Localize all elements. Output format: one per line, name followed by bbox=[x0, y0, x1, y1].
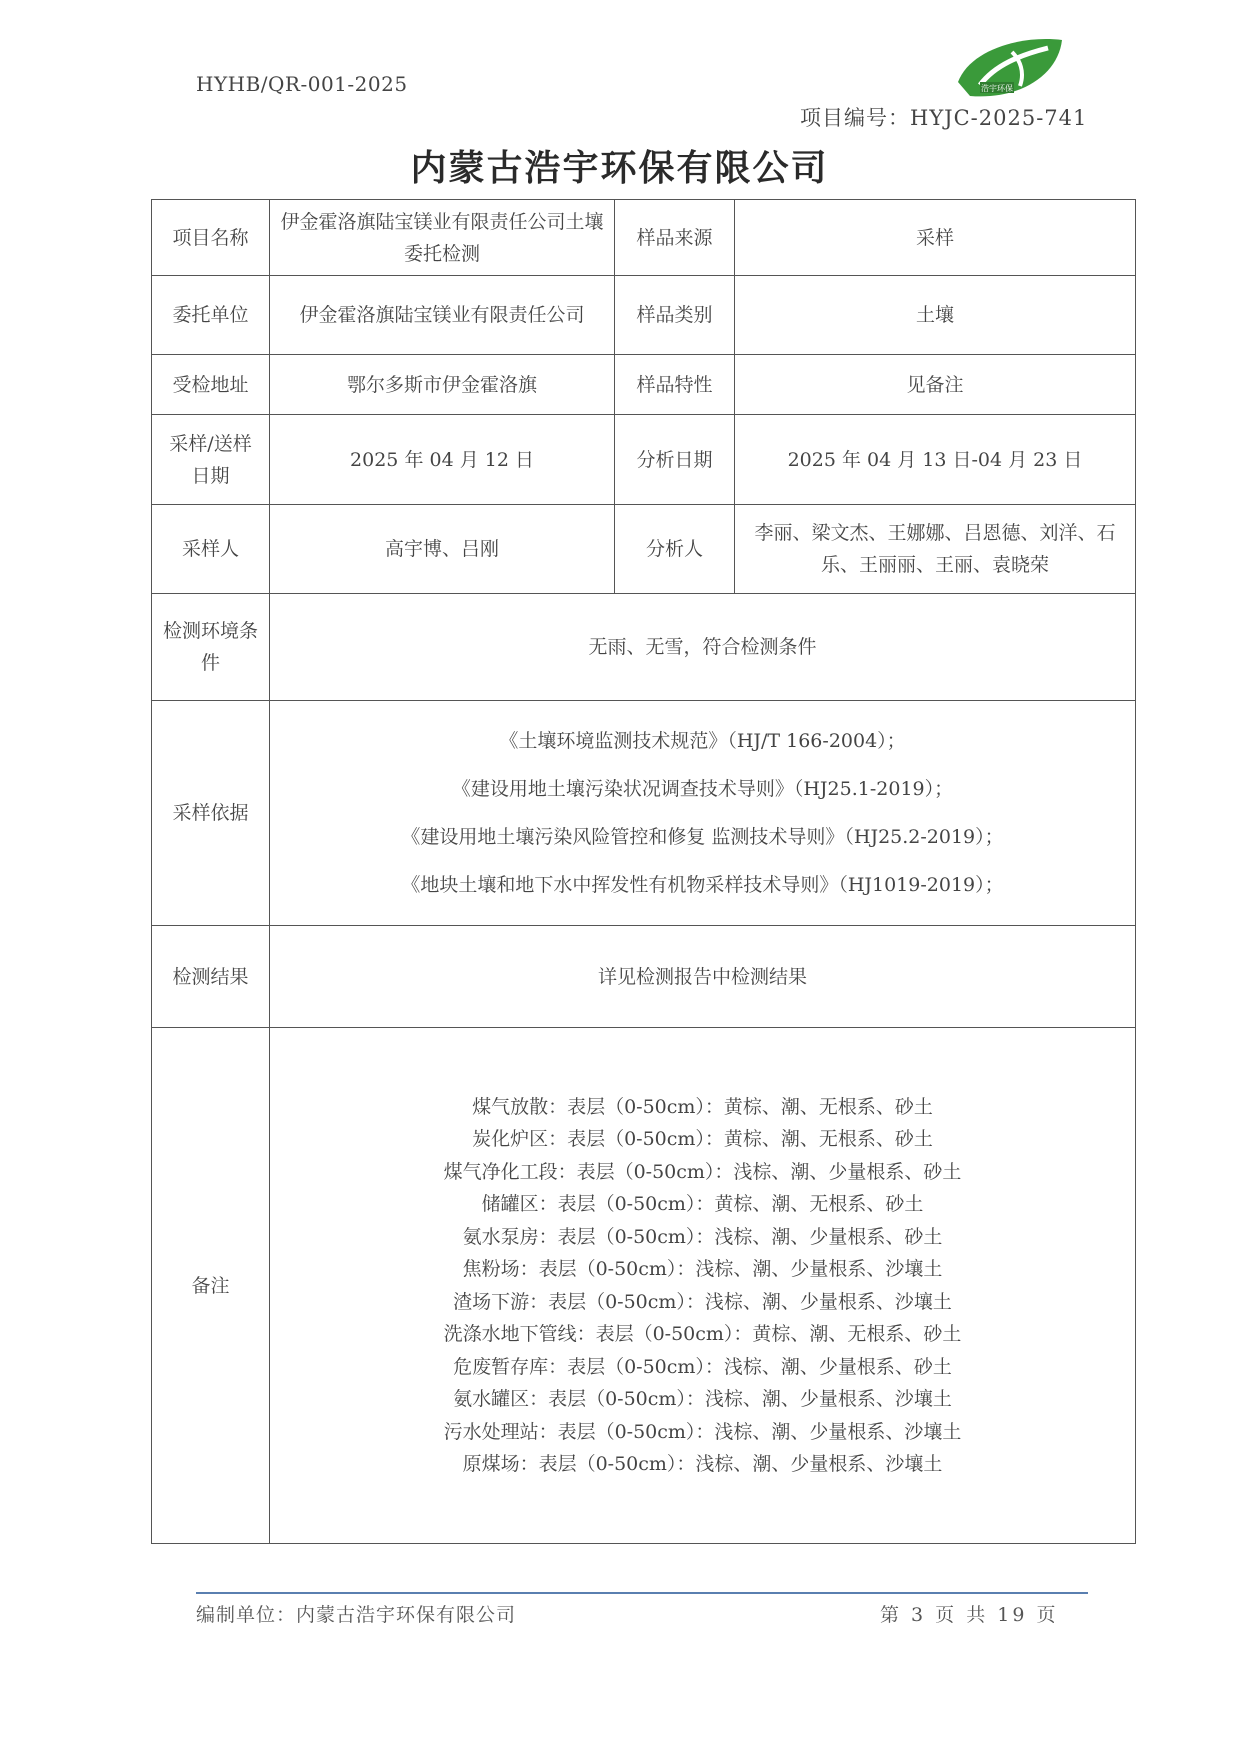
remarks-list bbox=[270, 1028, 1136, 1544]
analysis-date-label: 分析日期 bbox=[615, 415, 735, 505]
analyst-value: 李丽、梁文杰、王娜娜、吕恩德、刘洋、石乐、王丽丽、王丽、袁晓荣 bbox=[735, 505, 1136, 594]
client-value: 伊金霍洛旗陆宝镁业有限责任公司 bbox=[270, 276, 615, 355]
footer-divider bbox=[196, 1592, 1088, 1594]
sample-type-value: 土壤 bbox=[735, 276, 1136, 355]
remarks-line: 氨水罐区：表层（0-50cm）：浅棕、潮、少量根系、沙壤土 bbox=[453, 1388, 952, 1410]
project-name-label: 项目名称 bbox=[152, 200, 270, 276]
document-code: HYHB/QR-001-2025 bbox=[196, 72, 408, 96]
sample-source-label: 样品来源 bbox=[615, 200, 735, 276]
result-label: 检测结果 bbox=[152, 926, 270, 1028]
table-row bbox=[152, 355, 1136, 415]
table-row bbox=[152, 701, 1136, 926]
analysis-date-value: 2025 年 04 月 13 日-04 月 23 日 bbox=[735, 415, 1136, 505]
basis-label: 采样依据 bbox=[152, 701, 270, 926]
remarks-line: 危废暂存库：表层（0-50cm）：浅棕、潮、少量根系、砂土 bbox=[453, 1355, 952, 1378]
remarks-line: 洗涤水地下管线：表层（0-50cm）：黄棕、潮、无根系、砂土 bbox=[443, 1323, 962, 1345]
remarks-line: 原煤场：表层（0-50cm）：浅棕、潮、少量根系、沙壤土 bbox=[462, 1453, 943, 1475]
address-value: 鄂尔多斯市伊金霍洛旗 bbox=[270, 355, 615, 415]
logo-text: 浩宇环保 bbox=[981, 84, 1013, 93]
table-row bbox=[152, 926, 1136, 1028]
company-title: 内蒙古浩宇环保有限公司 bbox=[410, 148, 829, 189]
sample-date-label: 采样/送样日期 bbox=[152, 415, 270, 505]
sampler-value: 高宇博、吕刚 bbox=[270, 505, 615, 594]
client-label: 委托单位 bbox=[152, 276, 270, 355]
project-name-value: 伊金霍洛旗陆宝镁业有限责任公司土壤委托检测 bbox=[270, 200, 615, 276]
analyst-label: 分析人 bbox=[615, 505, 735, 594]
remarks-line: 炭化炉区：表层（0-50cm）：黄棕、潮、无根系、砂土 bbox=[472, 1128, 933, 1150]
remarks-line: 焦粉场：表层（0-50cm）：浅棕、潮、少量根系、沙壤土 bbox=[462, 1258, 943, 1280]
sampler-label: 采样人 bbox=[152, 505, 270, 594]
sample-source-value: 采样 bbox=[735, 200, 1136, 276]
env-label: 检测环境条件 bbox=[152, 594, 270, 701]
table-row bbox=[152, 276, 1136, 355]
info-table bbox=[151, 199, 1136, 1544]
table-row bbox=[152, 1028, 1136, 1544]
address-label: 受检地址 bbox=[152, 355, 270, 415]
table-row bbox=[152, 505, 1136, 594]
sample-char-label: 样品特性 bbox=[615, 355, 735, 415]
basis-line: 《地块土壤和地下水中挥发性有机物采样技术导则》（HJ1019-2019）； bbox=[401, 874, 1004, 896]
sample-date-value: 2025 年 04 月 12 日 bbox=[270, 415, 615, 505]
env-value: 无雨、无雪，符合检测条件 bbox=[270, 594, 1136, 701]
footer-compiler: 编制单位：内蒙古浩宇环保有限公司 bbox=[196, 1604, 517, 1626]
remarks-line: 污水处理站：表层（0-50cm）：浅棕、潮、少量根系、沙壤土 bbox=[443, 1420, 962, 1443]
remarks-line: 煤气净化工段：表层（0-50cm）：浅棕、潮、少量根系、砂土 bbox=[443, 1160, 962, 1183]
table-row bbox=[152, 200, 1136, 276]
basis-line: 《建设用地土壤污染状况调查技术导则》（HJ25.1-2019）； bbox=[451, 778, 954, 800]
remarks-line: 氨水泵房：表层（0-50cm）：浅棕、潮、少量根系、砂土 bbox=[462, 1225, 943, 1248]
table-row bbox=[152, 415, 1136, 505]
company-logo bbox=[950, 30, 1070, 110]
result-value: 详见检测报告中检测结果 bbox=[270, 926, 1136, 1028]
sample-type-label: 样品类别 bbox=[615, 276, 735, 355]
basis-list bbox=[270, 701, 1136, 926]
remarks-line: 煤气放散：表层（0-50cm）：黄棕、潮、无根系、砂土 bbox=[472, 1095, 933, 1118]
remarks-label: 备注 bbox=[152, 1028, 270, 1544]
table-row bbox=[152, 594, 1136, 701]
basis-line: 《建设用地土壤污染风险管控和修复 监测技术导则》（HJ25.2-2019）； bbox=[401, 826, 1004, 848]
basis-line: 《土壤环境监测技术规范》（HJ/T 166-2004）； bbox=[499, 730, 906, 752]
project-number: 项目编号：HYJC-2025-741 bbox=[800, 106, 1088, 130]
footer-page-number: 第 3 页 共 19 页 bbox=[880, 1604, 1059, 1626]
remarks-line: 储罐区：表层（0-50cm）：黄棕、潮、无根系、砂土 bbox=[481, 1193, 924, 1215]
sample-char-value: 见备注 bbox=[735, 355, 1136, 415]
remarks-line: 渣场下游：表层（0-50cm）：浅棕、潮、少量根系、沙壤土 bbox=[453, 1290, 952, 1313]
